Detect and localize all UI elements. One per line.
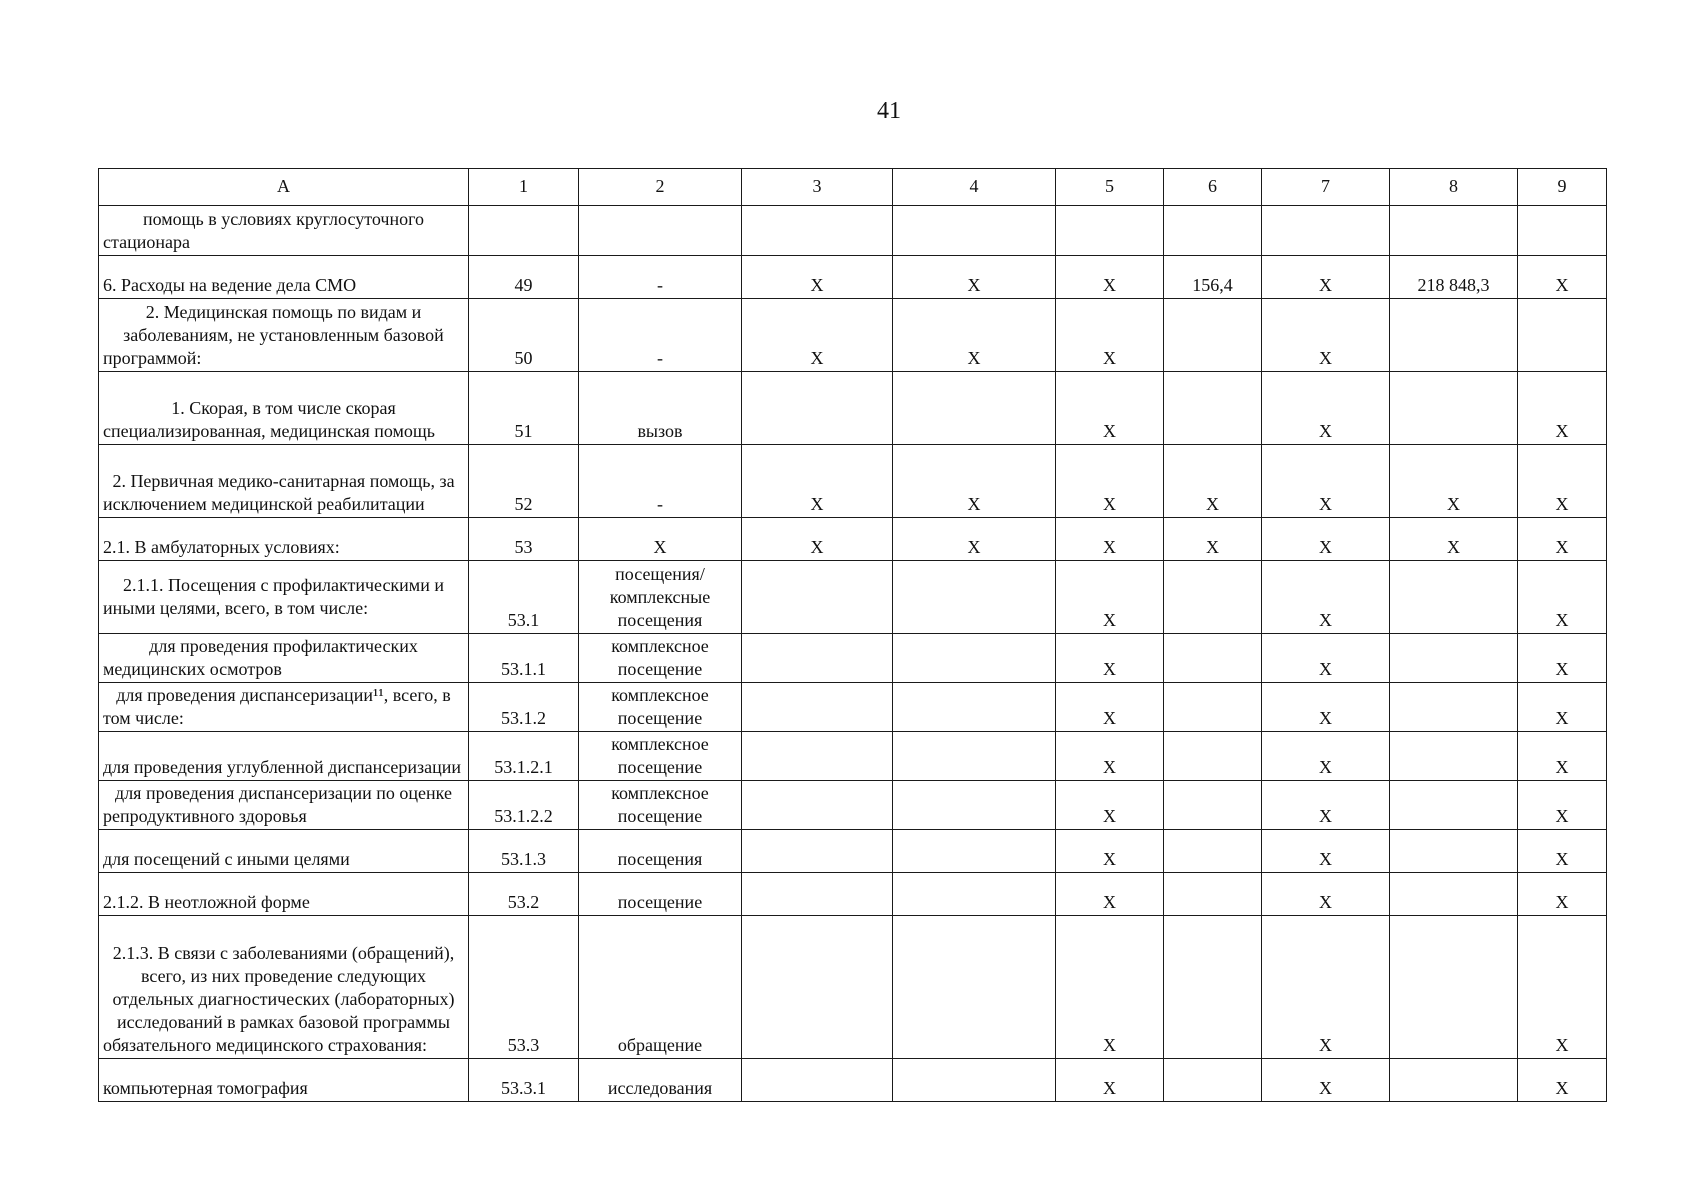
cell-col-5: X (1056, 873, 1164, 916)
cell-col-3: X (742, 445, 893, 518)
cell-col-9: X (1518, 916, 1607, 1059)
row-number: 53.1.2.1 (469, 732, 579, 781)
column-header-7: 7 (1262, 169, 1390, 206)
cell-col-3: X (742, 299, 893, 372)
row-label: для проведения диспансеризации¹¹, всего, в том числе: (99, 683, 469, 732)
cell-col-4 (893, 873, 1056, 916)
cell-col-3 (742, 634, 893, 683)
cell-col-3 (742, 683, 893, 732)
cell-col-9: X (1518, 781, 1607, 830)
cell-col-9: X (1518, 634, 1607, 683)
row-label: 2. Медицинская помощь по видам и заболеваниям, не установленным базовой программой: (99, 299, 469, 372)
cell-col-5 (1056, 206, 1164, 256)
table-row (99, 372, 1607, 445)
cell-col-8 (1390, 781, 1518, 830)
cell-col-5: X (1056, 299, 1164, 372)
row-unit: комплексное посещение (579, 732, 742, 781)
cell-col-7: X (1262, 830, 1390, 873)
row-unit: - (579, 445, 742, 518)
row-unit: комплексное посещение (579, 683, 742, 732)
cell-col-4 (893, 561, 1056, 634)
cell-col-6 (1164, 916, 1262, 1059)
cell-col-6 (1164, 732, 1262, 781)
row-label: для проведения диспансеризации по оценке репродуктивного здоровья (99, 781, 469, 830)
row-unit: - (579, 256, 742, 299)
cell-col-9: X (1518, 1059, 1607, 1102)
column-header-2: 2 (579, 169, 742, 206)
column-header-3: 3 (742, 169, 893, 206)
row-label: помощь в условиях круглосуточного стационара (99, 206, 469, 256)
row-label: 2.1.3. В связи с заболеваниями (обращений), всего, из них проведение следующих отдельных диагностических (лабораторных) исследований в рамках базовой программы обязательного медицинского страхования: (99, 916, 469, 1059)
cell-col-7: X (1262, 299, 1390, 372)
cell-col-3 (742, 206, 893, 256)
cell-col-8 (1390, 830, 1518, 873)
cell-col-8 (1390, 372, 1518, 445)
cell-col-9: X (1518, 561, 1607, 634)
cell-col-6 (1164, 561, 1262, 634)
table-row (99, 256, 1607, 299)
cell-col-5: X (1056, 518, 1164, 561)
cell-col-5: X (1056, 561, 1164, 634)
row-unit: X (579, 518, 742, 561)
table-row (99, 634, 1607, 683)
cell-col-6 (1164, 206, 1262, 256)
cell-col-4: X (893, 256, 1056, 299)
row-label: 1. Скорая, в том числе скорая специализированная, медицинская помощь (99, 372, 469, 445)
cell-col-7 (1262, 206, 1390, 256)
row-label: 6. Расходы на ведение дела СМО (99, 256, 469, 299)
cell-col-5: X (1056, 1059, 1164, 1102)
cell-col-5: X (1056, 683, 1164, 732)
cell-col-4 (893, 683, 1056, 732)
cell-col-9 (1518, 206, 1607, 256)
cell-col-7: X (1262, 634, 1390, 683)
cell-col-8: X (1390, 518, 1518, 561)
cell-col-4 (893, 634, 1056, 683)
cell-col-3: X (742, 518, 893, 561)
cell-col-6 (1164, 830, 1262, 873)
column-header-4: 4 (893, 169, 1056, 206)
row-number: 53 (469, 518, 579, 561)
cell-col-5: X (1056, 732, 1164, 781)
cell-col-7: X (1262, 732, 1390, 781)
cell-col-7: X (1262, 256, 1390, 299)
cell-col-6 (1164, 634, 1262, 683)
row-unit: - (579, 299, 742, 372)
table-row (99, 873, 1607, 916)
table-row (99, 732, 1607, 781)
cell-col-3 (742, 1059, 893, 1102)
column-header-6: 6 (1164, 169, 1262, 206)
table-row (99, 518, 1607, 561)
row-number: 53.3.1 (469, 1059, 579, 1102)
row-number: 53.3 (469, 916, 579, 1059)
cell-col-4: X (893, 445, 1056, 518)
table-row (99, 781, 1607, 830)
cell-col-8: X (1390, 445, 1518, 518)
row-number: 53.1.1 (469, 634, 579, 683)
cell-col-9: X (1518, 873, 1607, 916)
row-label: 2. Первичная медико-санитарная помощь, за исключением медицинской реабилитации (99, 445, 469, 518)
cell-col-9: X (1518, 683, 1607, 732)
cell-col-7: X (1262, 781, 1390, 830)
cell-col-9: X (1518, 256, 1607, 299)
row-unit: комплексное посещение (579, 634, 742, 683)
row-label: для проведения углубленной диспансеризации (99, 732, 469, 781)
row-number: 53.2 (469, 873, 579, 916)
cell-col-3 (742, 781, 893, 830)
cell-col-4 (893, 830, 1056, 873)
cell-col-9: X (1518, 372, 1607, 445)
cell-col-4: X (893, 518, 1056, 561)
table-row (99, 445, 1607, 518)
cell-col-3 (742, 873, 893, 916)
row-number: 51 (469, 372, 579, 445)
row-number: 50 (469, 299, 579, 372)
cell-col-3: X (742, 256, 893, 299)
row-label: для проведения профилактических медицинских осмотров (99, 634, 469, 683)
cell-col-7: X (1262, 445, 1390, 518)
cell-col-7: X (1262, 916, 1390, 1059)
table-row (99, 1059, 1607, 1102)
row-number: 52 (469, 445, 579, 518)
table-row (99, 299, 1607, 372)
row-number: 49 (469, 256, 579, 299)
cell-col-6 (1164, 1059, 1262, 1102)
row-unit: исследования (579, 1059, 742, 1102)
table-header-row (99, 169, 1607, 206)
cell-col-6 (1164, 372, 1262, 445)
row-number (469, 206, 579, 256)
row-label: для посещений с иными целями (99, 830, 469, 873)
cell-col-4 (893, 732, 1056, 781)
table-row (99, 561, 1607, 634)
cell-col-8 (1390, 683, 1518, 732)
cell-col-5: X (1056, 916, 1164, 1059)
cell-col-4 (893, 916, 1056, 1059)
column-header-8: 8 (1390, 169, 1518, 206)
cell-col-4 (893, 206, 1056, 256)
cell-col-3 (742, 561, 893, 634)
row-unit: комплексное посещение (579, 781, 742, 830)
cell-col-8 (1390, 561, 1518, 634)
column-header-5: 5 (1056, 169, 1164, 206)
row-unit: посещения/комплексные посещения (579, 561, 742, 634)
cell-col-3 (742, 372, 893, 445)
row-number: 53.1 (469, 561, 579, 634)
cell-col-7: X (1262, 561, 1390, 634)
row-unit: вызов (579, 372, 742, 445)
column-header-a: А (99, 169, 469, 206)
cell-col-7: X (1262, 372, 1390, 445)
row-label: 2.1.1. Посещения с профилактическими и иными целями, всего, в том числе: (99, 561, 469, 634)
cell-col-8 (1390, 873, 1518, 916)
row-label: 2.1. В амбулаторных условиях: (99, 518, 469, 561)
cell-col-6 (1164, 683, 1262, 732)
cell-col-4 (893, 1059, 1056, 1102)
cell-col-4: X (893, 299, 1056, 372)
data-table (98, 168, 1607, 1102)
row-number: 53.1.2 (469, 683, 579, 732)
cell-col-8 (1390, 299, 1518, 372)
cell-col-6 (1164, 873, 1262, 916)
cell-col-9: X (1518, 445, 1607, 518)
cell-col-5: X (1056, 372, 1164, 445)
cell-col-7: X (1262, 873, 1390, 916)
row-unit (579, 206, 742, 256)
cell-col-7: X (1262, 518, 1390, 561)
row-number: 53.1.3 (469, 830, 579, 873)
cell-col-8 (1390, 634, 1518, 683)
cell-col-8 (1390, 732, 1518, 781)
cell-col-8 (1390, 206, 1518, 256)
cell-col-5: X (1056, 830, 1164, 873)
cell-col-6: X (1164, 518, 1262, 561)
cell-col-5: X (1056, 634, 1164, 683)
cell-col-8 (1390, 1059, 1518, 1102)
cell-col-7: X (1262, 1059, 1390, 1102)
row-unit: посещения (579, 830, 742, 873)
cell-col-9: X (1518, 518, 1607, 561)
cell-col-6: 156,4 (1164, 256, 1262, 299)
cell-col-5: X (1056, 445, 1164, 518)
cell-col-6: X (1164, 445, 1262, 518)
cell-col-7: X (1262, 683, 1390, 732)
table-row (99, 683, 1607, 732)
row-number: 53.1.2.2 (469, 781, 579, 830)
cell-col-6 (1164, 781, 1262, 830)
cell-col-9: X (1518, 830, 1607, 873)
cell-col-9: X (1518, 732, 1607, 781)
cell-col-3 (742, 732, 893, 781)
cell-col-4 (893, 781, 1056, 830)
row-unit: посещение (579, 873, 742, 916)
table-row (99, 206, 1607, 256)
cell-col-3 (742, 830, 893, 873)
column-header-1: 1 (469, 169, 579, 206)
row-unit: обращение (579, 916, 742, 1059)
row-label: компьютерная томография (99, 1059, 469, 1102)
row-label: 2.1.2. В неотложной форме (99, 873, 469, 916)
cell-col-8 (1390, 916, 1518, 1059)
column-header-9: 9 (1518, 169, 1607, 206)
cell-col-4 (893, 372, 1056, 445)
cell-col-5: X (1056, 781, 1164, 830)
page-number: 41 (877, 98, 901, 124)
cell-col-5: X (1056, 256, 1164, 299)
cell-col-6 (1164, 299, 1262, 372)
table-row (99, 916, 1607, 1059)
table-row (99, 830, 1607, 873)
cell-col-3 (742, 916, 893, 1059)
cell-col-8: 218 848,3 (1390, 256, 1518, 299)
cell-col-9 (1518, 299, 1607, 372)
